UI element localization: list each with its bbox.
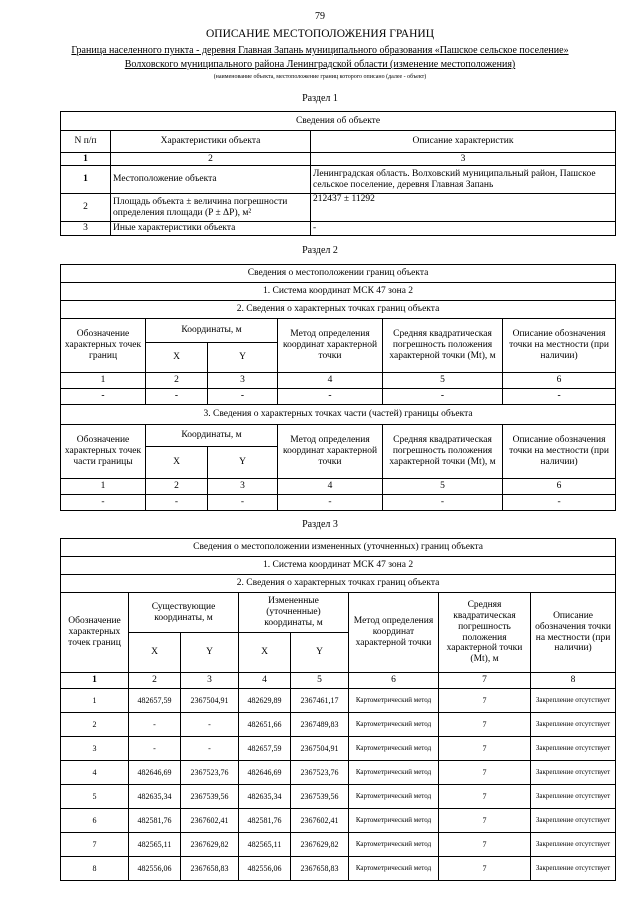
col-header-method: Метод определения координат характерной точки bbox=[349, 593, 439, 673]
row-characteristic: Местоположение объекта bbox=[111, 166, 311, 194]
existing-x: 482646,69 bbox=[129, 761, 181, 785]
empty-cell: - bbox=[383, 389, 503, 405]
accuracy: 7 bbox=[439, 737, 531, 761]
point-number: 5 bbox=[61, 785, 129, 809]
index-cell: 5 bbox=[291, 673, 349, 689]
existing-y: - bbox=[181, 713, 239, 737]
changed-y: 2367489,83 bbox=[291, 713, 349, 737]
col-header-existing: Существующие координаты, м bbox=[129, 593, 239, 633]
method: Картометрический метод bbox=[349, 737, 439, 761]
table-row bbox=[61, 495, 616, 511]
existing-y: 2367523,76 bbox=[181, 761, 239, 785]
point-number: 3 bbox=[61, 737, 129, 761]
accuracy: 7 bbox=[439, 809, 531, 833]
empty-cell: - bbox=[503, 389, 616, 405]
page-number: 79 bbox=[315, 11, 325, 22]
changed-y: 2367504,91 bbox=[291, 737, 349, 761]
row-description: - bbox=[311, 222, 616, 236]
index-cell: 5 bbox=[383, 479, 503, 495]
table-row bbox=[61, 785, 616, 809]
changed-boundary-table bbox=[60, 538, 616, 881]
method: Картометрический метод bbox=[349, 785, 439, 809]
col-header-x: X bbox=[129, 633, 181, 673]
accuracy: 7 bbox=[439, 761, 531, 785]
table-row bbox=[61, 833, 616, 857]
col-header-changed: Измененные (уточненные) координаты, м bbox=[239, 593, 349, 633]
col-header-x: X bbox=[146, 447, 208, 479]
changed-y: 2367539,56 bbox=[291, 785, 349, 809]
table-row bbox=[61, 857, 616, 881]
existing-x: - bbox=[129, 713, 181, 737]
marking: Закрепление отсутствует bbox=[531, 833, 616, 857]
section3-label: Раздел 3 bbox=[302, 519, 338, 530]
table-row bbox=[61, 194, 616, 222]
col-header-y: Y bbox=[208, 447, 278, 479]
changed-y: 2367461,17 bbox=[291, 689, 349, 713]
index-cell: 1 bbox=[61, 479, 146, 495]
changed-y: 2367523,76 bbox=[291, 761, 349, 785]
changed-x: 482581,76 bbox=[239, 809, 291, 833]
col-header-method: Метод определения координат характерной точки bbox=[278, 425, 383, 479]
col-header-accuracy: Средняя квадратическая погрешность положения характерной точки (Mt), м bbox=[383, 319, 503, 373]
index-cell: 4 bbox=[239, 673, 291, 689]
point-number: 8 bbox=[61, 857, 129, 881]
index-cell: 1 bbox=[61, 673, 129, 689]
table-row bbox=[61, 809, 616, 833]
table-header: Сведения о местоположении границ объекта bbox=[61, 265, 616, 283]
table-row bbox=[61, 222, 616, 236]
row-description: 212437 ± 11292 bbox=[311, 194, 616, 222]
boundary-points-table bbox=[60, 264, 616, 511]
index-cell: 4 bbox=[278, 373, 383, 389]
col-header-accuracy: Средняя квадратическая погрешность положения характерной точки (Mt), м bbox=[439, 593, 531, 673]
index-cell: 4 bbox=[278, 479, 383, 495]
method: Картометрический метод bbox=[349, 833, 439, 857]
empty-cell: - bbox=[208, 389, 278, 405]
accuracy: 7 bbox=[439, 689, 531, 713]
index-cell: 2 bbox=[129, 673, 181, 689]
col-header-y: Y bbox=[291, 633, 349, 673]
row-num: 1 bbox=[61, 166, 111, 194]
index-cell: 3 bbox=[208, 373, 278, 389]
changed-y: 2367602,41 bbox=[291, 809, 349, 833]
changed-x: 482629,89 bbox=[239, 689, 291, 713]
marking: Закрепление отсутствует bbox=[531, 761, 616, 785]
point-number: 6 bbox=[61, 809, 129, 833]
existing-y: 2367629,82 bbox=[181, 833, 239, 857]
table-row bbox=[61, 761, 616, 785]
changed-x: 482646,69 bbox=[239, 761, 291, 785]
method: Картометрический метод bbox=[349, 761, 439, 785]
col-header-y: Y bbox=[208, 343, 278, 373]
col-header-accuracy: Средняя квадратическая погрешность положения характерной точки (Mt), м bbox=[383, 425, 503, 479]
object-name-line2: Волховского муниципального района Ленинградской области (изменение местоположения) bbox=[124, 59, 516, 70]
marking: Закрепление отсутствует bbox=[531, 809, 616, 833]
table-header: Сведения о местоположении измененных (уточненных) границ объекта bbox=[61, 539, 616, 557]
empty-cell: - bbox=[146, 495, 208, 511]
point-number: 4 bbox=[61, 761, 129, 785]
point-number: 7 bbox=[61, 833, 129, 857]
table-row bbox=[61, 389, 616, 405]
method: Картометрический метод bbox=[349, 809, 439, 833]
existing-y: 2367602,41 bbox=[181, 809, 239, 833]
index-cell: 5 bbox=[383, 373, 503, 389]
col-header-coords: Координаты, м bbox=[146, 425, 278, 447]
method: Картометрический метод bbox=[349, 689, 439, 713]
index-cell: 6 bbox=[503, 373, 616, 389]
marking: Закрепление отсутствует bbox=[531, 689, 616, 713]
object-info-table bbox=[60, 111, 616, 236]
part-points-header: 3. Сведения о характерных точках части (частей) границы объекта bbox=[61, 405, 616, 425]
index-cell: 7 bbox=[439, 673, 531, 689]
empty-cell: - bbox=[208, 495, 278, 511]
accuracy: 7 bbox=[439, 857, 531, 881]
row-num: 2 bbox=[61, 194, 111, 222]
changed-x: 482657,59 bbox=[239, 737, 291, 761]
table-row bbox=[61, 689, 616, 713]
table-header: Сведения об объекте bbox=[61, 112, 616, 131]
points-header: 2. Сведения о характерных точках границ объекта bbox=[61, 575, 616, 593]
accuracy: 7 bbox=[439, 785, 531, 809]
empty-cell: - bbox=[278, 389, 383, 405]
col-header-characteristic: Характеристики объекта bbox=[111, 131, 311, 153]
col-header-designation-part: Обозначение характерных точек части границы bbox=[61, 425, 146, 479]
index-cell: 1 bbox=[61, 373, 146, 389]
index-cell: 3 bbox=[311, 153, 616, 166]
index-cell: 6 bbox=[503, 479, 616, 495]
row-characteristic: Иные характеристики объекта bbox=[111, 222, 311, 236]
existing-x: 482657,59 bbox=[129, 689, 181, 713]
point-number: 2 bbox=[61, 713, 129, 737]
changed-x: 482556,06 bbox=[239, 857, 291, 881]
marking: Закрепление отсутствует bbox=[531, 713, 616, 737]
changed-x: 482651,66 bbox=[239, 713, 291, 737]
col-header-num: N п/п bbox=[61, 131, 111, 153]
empty-cell: - bbox=[146, 389, 208, 405]
changed-y: 2367629,82 bbox=[291, 833, 349, 857]
row-num: 3 bbox=[61, 222, 111, 236]
existing-x: 482581,76 bbox=[129, 809, 181, 833]
section2-label: Раздел 2 bbox=[302, 245, 338, 256]
method: Картометрический метод bbox=[349, 857, 439, 881]
table-row bbox=[61, 737, 616, 761]
empty-cell: - bbox=[383, 495, 503, 511]
method: Картометрический метод bbox=[349, 713, 439, 737]
marking: Закрепление отсутствует bbox=[531, 785, 616, 809]
changed-points-rows bbox=[61, 689, 616, 881]
index-cell: 6 bbox=[349, 673, 439, 689]
row-characteristic: Площадь объекта ± величина погрешности определения площади (P ± ΔP), м² bbox=[111, 194, 311, 222]
empty-cell: - bbox=[61, 389, 146, 405]
existing-y: - bbox=[181, 737, 239, 761]
col-header-designation: Обозначение характерных точек границ bbox=[61, 319, 146, 373]
accuracy: 7 bbox=[439, 713, 531, 737]
points-header: 2. Сведения о характерных точках границ объекта bbox=[61, 301, 616, 319]
index-cell: 1 bbox=[61, 153, 111, 166]
marking: Закрепление отсутствует bbox=[531, 857, 616, 881]
changed-x: 482565,11 bbox=[239, 833, 291, 857]
table-row bbox=[61, 166, 616, 194]
document-title: ОПИСАНИЕ МЕСТОПОЛОЖЕНИЯ ГРАНИЦ bbox=[205, 28, 435, 40]
index-cell: 3 bbox=[181, 673, 239, 689]
marking: Закрепление отсутствует bbox=[531, 737, 616, 761]
col-header-x: X bbox=[239, 633, 291, 673]
existing-y: 2367658,83 bbox=[181, 857, 239, 881]
existing-x: - bbox=[129, 737, 181, 761]
col-header-designation: Обозначение характерных точек границ bbox=[61, 593, 129, 673]
empty-cell: - bbox=[278, 495, 383, 511]
existing-y: 2367539,56 bbox=[181, 785, 239, 809]
changed-x: 482635,34 bbox=[239, 785, 291, 809]
table-row bbox=[61, 713, 616, 737]
object-name-line1: Граница населенного пункта - деревня Главная Запань муниципального образования «Пашское сельское поселение» bbox=[71, 45, 569, 56]
col-header-coords: Координаты, м bbox=[146, 319, 278, 343]
accuracy: 7 bbox=[439, 833, 531, 857]
index-cell: 2 bbox=[111, 153, 311, 166]
index-cell: 2 bbox=[146, 479, 208, 495]
col-header-description: Описание обозначения точки на местности (при наличии) bbox=[503, 425, 616, 479]
object-name-note: (наименование объекта, местоположение границ которого описано (далее - объект) bbox=[213, 74, 427, 80]
index-cell: 8 bbox=[531, 673, 616, 689]
point-number: 1 bbox=[61, 689, 129, 713]
existing-y: 2367504,91 bbox=[181, 689, 239, 713]
col-header-description: Описание обозначения точки на местности (при наличии) bbox=[503, 319, 616, 373]
existing-x: 482556,06 bbox=[129, 857, 181, 881]
col-header-description: Описание обозначения точки на местности (при наличии) bbox=[531, 593, 616, 673]
col-header-y: Y bbox=[181, 633, 239, 673]
changed-y: 2367658,83 bbox=[291, 857, 349, 881]
col-header-description: Описание характеристик bbox=[311, 131, 616, 153]
empty-cell: - bbox=[503, 495, 616, 511]
index-cell: 3 bbox=[208, 479, 278, 495]
index-cell: 2 bbox=[146, 373, 208, 389]
section1-label: Раздел 1 bbox=[302, 93, 338, 104]
col-header-method: Метод определения координат характерной точки bbox=[278, 319, 383, 373]
row-description: Ленинградская область. Волховский муниципальный район, Пашское сельское поселение, деревня Главная Запань bbox=[311, 166, 616, 194]
coordinate-system: 1. Система координат МСК 47 зона 2 bbox=[61, 283, 616, 301]
col-header-x: X bbox=[146, 343, 208, 373]
coordinate-system: 1. Система координат МСК 47 зона 2 bbox=[61, 557, 616, 575]
existing-x: 482565,11 bbox=[129, 833, 181, 857]
empty-cell: - bbox=[61, 495, 146, 511]
existing-x: 482635,34 bbox=[129, 785, 181, 809]
